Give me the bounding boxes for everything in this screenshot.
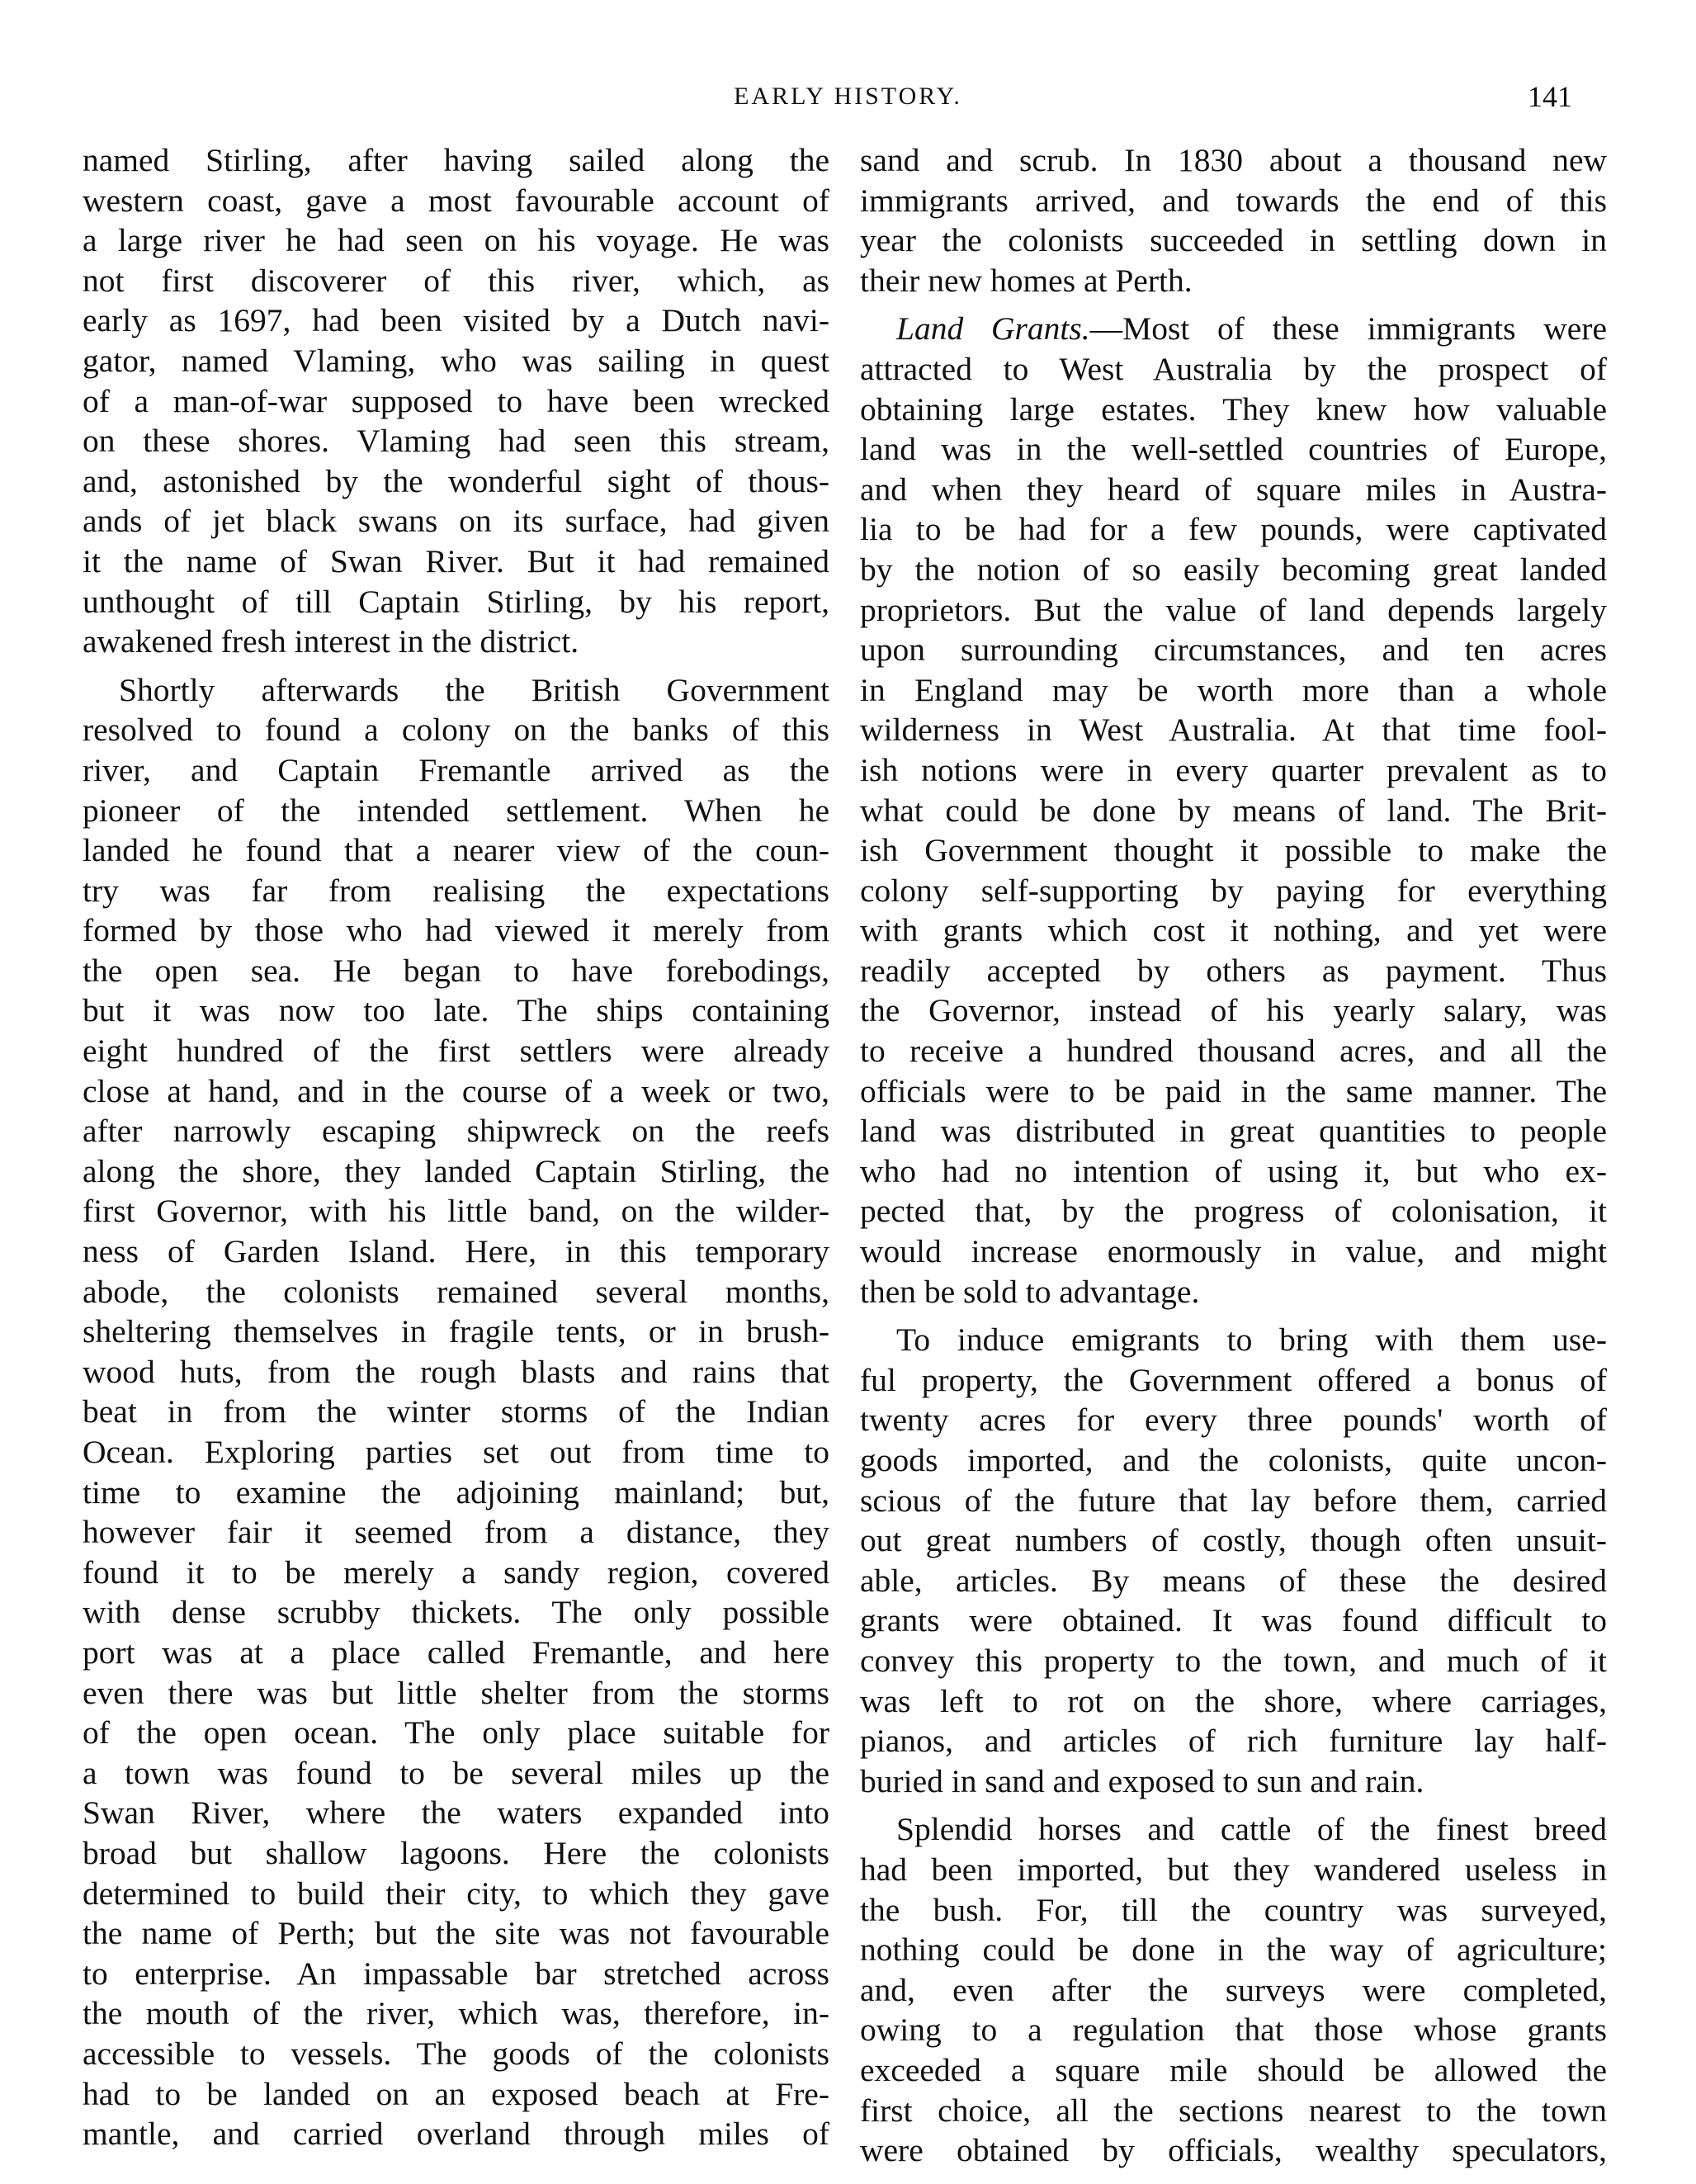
text-line: time to examine the adjoining mainland; but,	[83, 1473, 829, 1510]
text-line: resolved to found a colony on the banks of this	[83, 711, 829, 749]
text-line: Ocean. Exploring parties set out from time to	[83, 1434, 829, 1470]
text-line: named Stirling, after having sailed along the	[83, 142, 829, 178]
text-line: attracted to West Australia by the prospect of	[860, 350, 1607, 387]
text-line: the open sea. He began to have forebodings,	[83, 952, 829, 989]
text-line: port was at a place called Fremantle, and here	[83, 1633, 829, 1671]
text-line: pianos, and articles of rich furniture lay half-	[860, 1723, 1607, 1760]
text-line: who had no intention of using it, but who ex-	[860, 1152, 1607, 1189]
text-line: the name of Perth; but the site was not favourable	[83, 1915, 829, 1952]
text-line: twenty acres for every three pounds' worth of	[860, 1402, 1607, 1439]
text-line: beat in from the winter storms of the Indian	[83, 1393, 829, 1430]
left-column	[83, 140, 829, 2154]
text-line: landed he found that a nearer view of the coun-	[83, 832, 829, 869]
text-line: Splendid horses and cattle of the finest breed	[896, 1811, 1607, 1848]
text-line: mantle, and carried overland through miles of	[83, 2115, 829, 2153]
text-line: ful property, the Government offered a bonus of	[860, 1361, 1607, 1398]
text-line: readily accepted by others as payment. Thus	[860, 952, 1607, 989]
paragraph	[83, 140, 829, 662]
text-line: Swan River, where the waters expanded into	[83, 1794, 829, 1832]
paragraph-gap	[860, 1801, 1607, 1809]
text-line: pioneer of the intended settlement. When he	[83, 792, 829, 829]
text-line: abode, the colonists remained several months,	[83, 1273, 829, 1310]
paragraph-gap	[83, 662, 829, 670]
text-line: ish notions were in every quarter prevalent as to	[860, 751, 1607, 788]
text-line: year the colonists succeeded in settling down in	[860, 222, 1607, 259]
text-line: however fair it seemed from a distance, they	[83, 1514, 829, 1551]
text-line: formed by those who had viewed it merely from	[83, 912, 829, 949]
text-line: buried in sand and exposed to sun and rain.	[860, 1762, 1424, 1799]
text-line: early as 1697, had been visited by a Dutch navi-	[83, 302, 829, 339]
text-line: grants were obtained. It was found difficult to	[860, 1602, 1607, 1639]
text-line: goods imported, and the colonists, quite uncon-	[860, 1442, 1607, 1478]
running-head	[0, 80, 1696, 124]
text-line: upon surrounding circumstances, and ten acres	[860, 631, 1607, 669]
text-line: To induce emigrants to bring with them use-	[896, 1321, 1607, 1359]
text-line: exceeded a square mile should be allowed the	[860, 2051, 1607, 2088]
text-line: to receive a hundred thousand acres, and all the	[860, 1033, 1607, 1070]
text-line: Shortly afterwards the British Government	[119, 671, 829, 708]
text-line: awakened fresh interest in the district.	[83, 623, 579, 660]
text-line: scious of the future that lay before them, carried	[860, 1482, 1607, 1519]
text-line: obtaining large estates. They knew how valuable	[860, 390, 1607, 428]
text-line: ness of Garden Island. Here, in this temporary	[83, 1233, 829, 1270]
text-line: a town was found to be several miles up the	[83, 1754, 829, 1791]
text-line: what could be done by means of land. The Brit-	[860, 792, 1607, 829]
text-line: sand and scrub. In 1830 about a thousand new	[860, 142, 1607, 178]
text-line: colony self-supporting by paying for everything	[860, 872, 1607, 909]
text-line: then be sold to advantage.	[860, 1273, 1200, 1310]
paragraph-gap	[860, 300, 1607, 309]
paragraph	[860, 140, 1607, 300]
text-line: pected that, by the progress of colonisation, it	[860, 1193, 1607, 1230]
text-line: lia to be had for a few pounds, were captivated	[860, 511, 1607, 548]
text-line: try was far from realising the expectations	[83, 872, 829, 909]
text-line: it the name of Swan River. But it had remained	[83, 542, 829, 579]
text-line: with grants which cost it nothing, and yet were	[860, 912, 1607, 949]
text-line: with dense scrubby thickets. The only possible	[83, 1594, 829, 1631]
text-line: the bush. For, till the country was surveyed,	[860, 1891, 1607, 1928]
paragraph	[83, 670, 829, 2154]
text-line: ands of jet black swans on its surface, had given	[83, 503, 829, 540]
text-line: first choice, all the sections nearest to the town	[860, 2092, 1607, 2129]
text-line: but it was now too late. The ships containing	[83, 992, 829, 1029]
text-line: along the shore, they landed Captain Stirling, the	[83, 1152, 829, 1189]
text-line: western coast, gave a most favourable account of	[83, 182, 829, 219]
text-line: the mouth of the river, which was, therefore, in-	[83, 1995, 829, 2032]
text-line: accessible to vessels. The goods of the colonists	[83, 2035, 829, 2072]
text-line: had been imported, but they wandered useless in	[860, 1851, 1607, 1888]
text-line: gator, named Vlaming, who was sailing in quest	[83, 342, 829, 379]
text-line: of the open ocean. The only place suitable for	[83, 1714, 829, 1751]
text-line: sheltering themselves in fragile tents, or in brush-	[83, 1313, 829, 1350]
first-line-rest: —Most of these immigrants were	[1089, 310, 1607, 347]
text-line: eight hundred of the first settlers were already	[83, 1033, 829, 1070]
text-line: and when they heard of square miles in Austra-	[860, 470, 1607, 508]
text-line: by the notion of so easily becoming great landed	[860, 551, 1607, 588]
text-line: had to be landed on an exposed beach at Fre-	[83, 2075, 829, 2112]
text-line: found it to be merely a sandy region, covered	[83, 1553, 829, 1591]
text-line: would increase enormously in value, and might	[860, 1233, 1607, 1270]
text-line: wood huts, from the rough blasts and rains that	[83, 1353, 829, 1390]
right-column	[860, 140, 1607, 2171]
text-line: after narrowly escaping shipwreck on the reefs	[83, 1113, 829, 1150]
text-line: the Governor, instead of his yearly salary, was	[860, 992, 1607, 1029]
text-line: even there was but little shelter from the storms	[83, 1674, 829, 1711]
section-heading-italic: Land Grants.	[896, 310, 1090, 347]
text-line: broad but shallow lagoons. Here the colonists	[83, 1834, 829, 1871]
text-line: immigrants arrived, and towards the end of this	[860, 182, 1607, 219]
text-line: first Governor, with his little band, on the wilder-	[83, 1193, 829, 1230]
text-line: close at hand, and in the course of a week or two,	[83, 1072, 829, 1109]
text-line: convey this property to the town, and much of it	[860, 1642, 1607, 1679]
text-line: river, and Captain Fremantle arrived as the	[83, 751, 829, 788]
text-line: proprietors. But the value of land depends largely	[860, 591, 1607, 628]
text-line	[860, 309, 1607, 349]
paragraph-gap	[860, 1312, 1607, 1320]
text-line: on these shores. Vlaming had seen this stream,	[83, 423, 829, 460]
text-line: land was in the well-settled countries of Europe,	[860, 431, 1607, 468]
text-line: and, even after the surveys were completed,	[860, 1971, 1607, 2008]
text-line: their new homes at Perth.	[860, 262, 1193, 299]
paragraph	[860, 1809, 1607, 2170]
text-line: were obtained by officials, wealthy speculators,	[860, 2132, 1607, 2169]
text-line: not first discoverer of this river, which, as	[83, 262, 829, 299]
text-line: owing to a regulation that those whose grants	[860, 2011, 1607, 2049]
paragraph	[860, 309, 1607, 1312]
text-line: was left to rot on the shore, where carriages,	[860, 1682, 1607, 1719]
text-line: ish Government thought it possible to make the	[860, 832, 1607, 869]
page-number: 141	[1528, 80, 1572, 113]
text-line: in England may be worth more than a whole	[860, 671, 1607, 708]
text-line: able, articles. By means of these the desired	[860, 1562, 1607, 1599]
text-line: out great numbers of costly, though often unsuit-	[860, 1522, 1607, 1559]
text-line: wilderness in West Australia. At that time fool-	[860, 711, 1607, 749]
text-line: nothing could be done in the way of agriculture;	[860, 1931, 1607, 1969]
text-line: a large river he had seen on his voyage. He was	[83, 222, 829, 259]
text-line: determined to build their city, to which they gave	[83, 1874, 829, 1912]
text-line: land was distributed in great quantities to people	[860, 1113, 1607, 1150]
running-title: EARLY HISTORY.	[734, 83, 962, 110]
text-line: of a man-of-war supposed to have been wrecked	[83, 382, 829, 419]
paragraph	[860, 1320, 1607, 1801]
text-line: to enterprise. An impassable bar stretched across	[83, 1955, 829, 1992]
text-line: unthought of till Captain Stirling, by his report,	[83, 583, 829, 620]
text-line: officials were to be paid in the same manner. The	[860, 1072, 1607, 1109]
text-line: and, astonished by the wonderful sight of thous-	[83, 462, 829, 499]
